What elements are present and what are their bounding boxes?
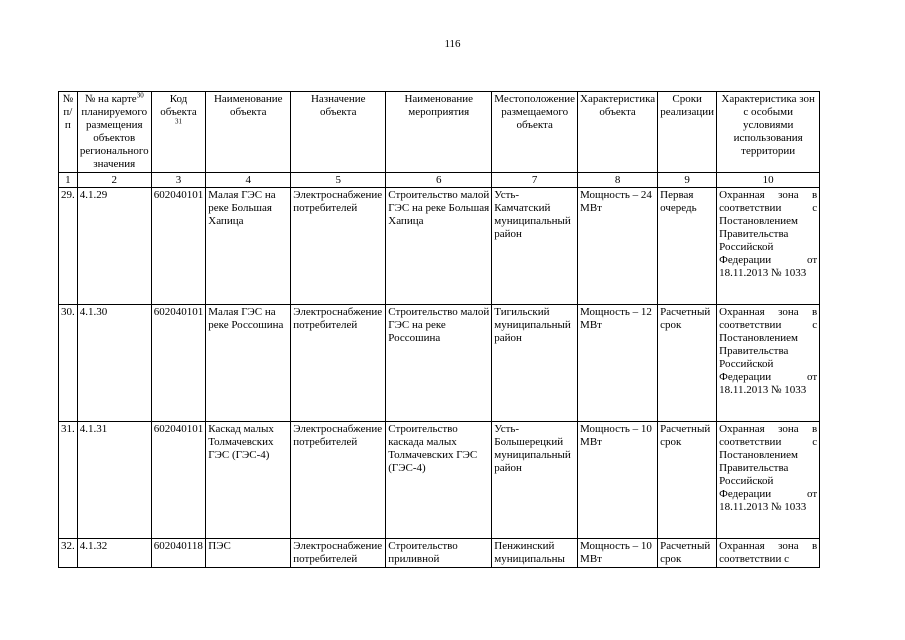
map-number: 4.1.29 (77, 188, 151, 305)
object-name: ПЭС (206, 539, 291, 568)
column-number: 7 (492, 173, 578, 188)
header-map-label: № на карте (84, 93, 137, 105)
implementation-term: Расчетный срок (658, 539, 717, 568)
zone-characteristic: Охранная зона в соответствии с Постановлением Правительства Российской Федерации от 18.11.2013 № 1033 (717, 305, 820, 422)
object-characteristic: Мощность – 10 МВт (578, 422, 658, 539)
object-characteristic: Мощность – 12 МВт (578, 305, 658, 422)
header-map (77, 92, 151, 173)
event-name: Строительство малой ГЭС на реке Большая Хапица (386, 188, 492, 305)
column-number: 3 (151, 173, 206, 188)
event-name: Строительство каскада малых Толмачевских ГЭС (ГЭС-4) (386, 422, 492, 539)
column-number: 8 (578, 173, 658, 188)
object-code: 602040101 (151, 422, 206, 539)
object-location: Усть-Большерецкий муниципальный район (492, 422, 578, 539)
column-number: 6 (386, 173, 492, 188)
object-purpose: Электроснабжение потребителей (291, 305, 386, 422)
object-purpose: Электроснабжение потребителей (291, 539, 386, 568)
object-location: Тигильский муниципальный район (492, 305, 578, 422)
map-number: 4.1.31 (77, 422, 151, 539)
table-row (59, 305, 820, 422)
column-number: 10 (717, 173, 820, 188)
zone-characteristic: Охранная зона в соответствии с (717, 539, 820, 568)
header-event: Наименование мероприятия (386, 92, 492, 173)
header-characteristic: Характеристика объекта (578, 92, 658, 173)
table-row (59, 188, 820, 305)
zone-characteristic: Охранная зона в соответствии с Постановлением Правительства Российской Федерации от 18.11.2013 № 1033 (717, 188, 820, 305)
column-number: 1 (59, 173, 78, 188)
column-number-row (59, 173, 820, 188)
header-map-rest: планируемого размещения объектов регионального значения (79, 106, 149, 170)
row-number: 29. (59, 188, 78, 305)
header-location: Местоположение размещаемого объекта (492, 92, 578, 173)
object-purpose: Электроснабжение потребителей (291, 188, 386, 305)
row-number: 31. (59, 422, 78, 539)
object-code: 602040101 (151, 305, 206, 422)
object-location: Усть-Камчатский муниципальный район (492, 188, 578, 305)
object-code: 602040101 (151, 188, 206, 305)
zone-characteristic: Охранная зона в соответствии с Постановлением Правительства Российской Федерации от 18.11.2013 № 1033 (717, 422, 820, 539)
table-row (59, 422, 820, 539)
object-characteristic: Мощность – 10 МВт (578, 539, 658, 568)
page-number: 116 (444, 38, 461, 50)
object-code: 602040118 (151, 539, 206, 568)
column-number: 2 (77, 173, 151, 188)
object-location: Пенжинский муниципальны (492, 539, 578, 568)
event-name: Строительство приливной (386, 539, 492, 568)
objects-table (58, 91, 820, 568)
header-purpose: Назначение объекта (291, 92, 386, 173)
header-code (151, 92, 206, 173)
column-number: 4 (206, 173, 291, 188)
header-zone: Характеристика зон с особыми условиями использования территории (717, 92, 820, 173)
object-purpose: Электроснабжение потребителей (291, 422, 386, 539)
header-name: Наименование объекта (206, 92, 291, 173)
footnote-30: 30 (136, 91, 144, 100)
object-name: Каскад малых Толмачевских ГЭС (ГЭС-4) (206, 422, 291, 539)
implementation-term: Расчетный срок (658, 305, 717, 422)
header-row (59, 92, 820, 173)
row-number: 30. (59, 305, 78, 422)
column-number: 9 (658, 173, 717, 188)
object-name: Малая ГЭС на реке Большая Хапица (206, 188, 291, 305)
implementation-term: Первая очередь (658, 188, 717, 305)
column-number: 5 (291, 173, 386, 188)
header-code-label: Код объекта (160, 93, 197, 118)
event-name: Строительство малой ГЭС на реке Россошина (386, 305, 492, 422)
header-n: № п/п (59, 92, 78, 173)
table-row (59, 539, 820, 568)
row-number: 32. (59, 539, 78, 568)
header-term: Сроки реализации (658, 92, 717, 173)
object-characteristic: Мощность – 24 МВт (578, 188, 658, 305)
map-number: 4.1.32 (77, 539, 151, 568)
implementation-term: Расчетный срок (658, 422, 717, 539)
footnote-31: 31 (175, 117, 182, 126)
map-number: 4.1.30 (77, 305, 151, 422)
object-name: Малая ГЭС на реке Россошина (206, 305, 291, 422)
